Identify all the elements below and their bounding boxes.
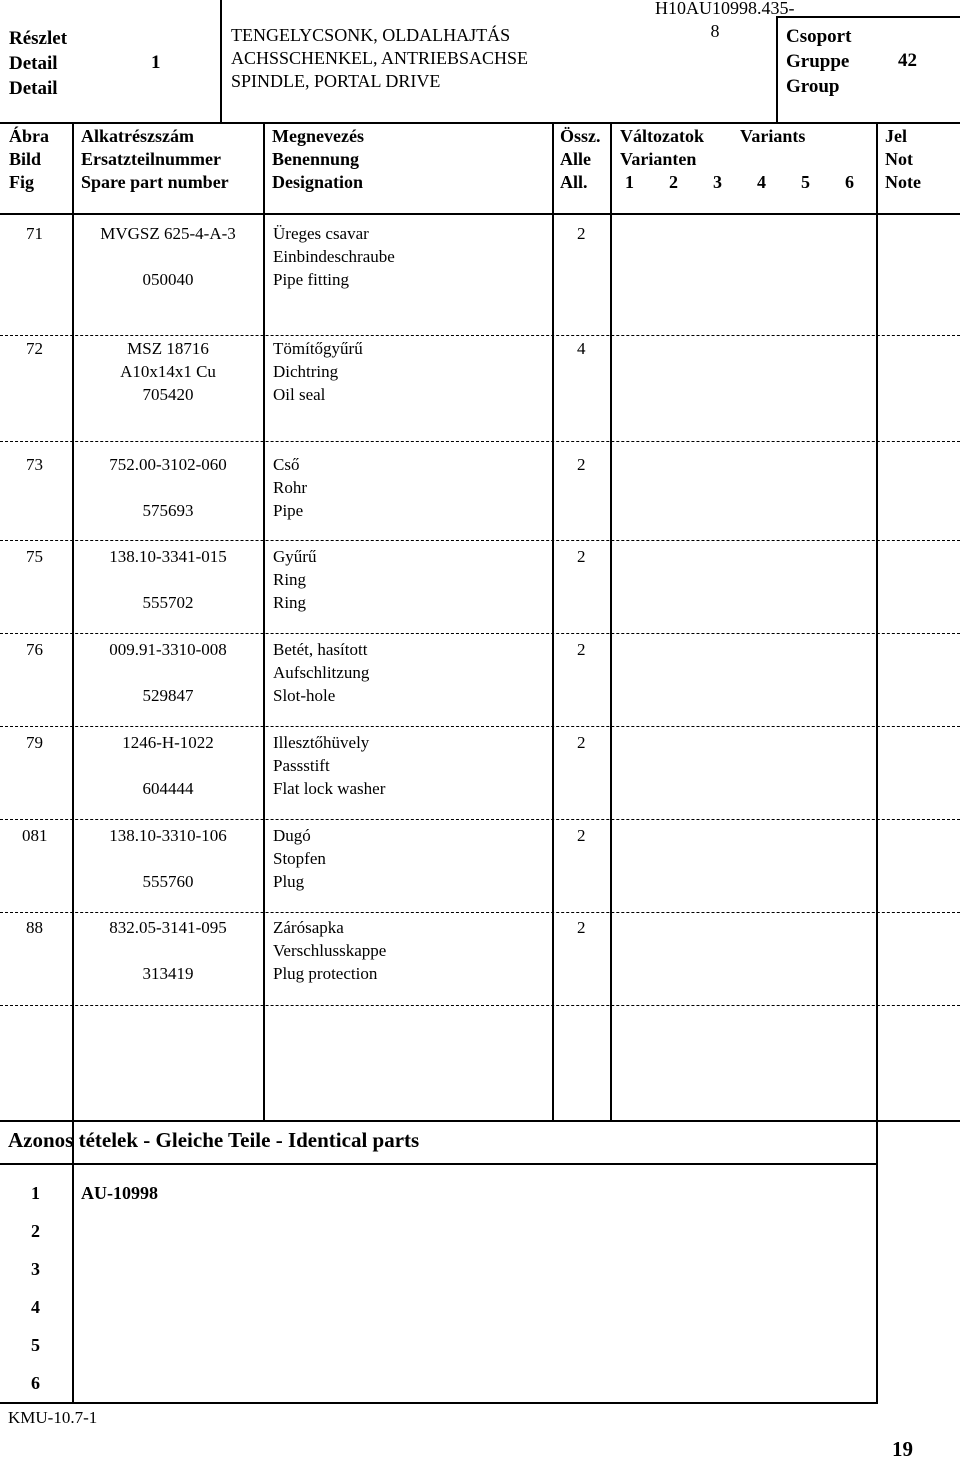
fig-number: 71: [26, 224, 43, 243]
row-separator: [0, 912, 960, 913]
list-item: 1 AU-10998: [31, 1183, 158, 1203]
table-row: [0, 337, 960, 407]
variant-number: 3: [713, 172, 722, 192]
page-title: TENGELYCSONK, OLDALHAJTÁS ACHSSCHENKEL, ANTRIEBSACHSE SPINDLE, PORTAL DRIVE: [231, 25, 529, 91]
group-number: 42: [898, 50, 917, 71]
variant-number: 2: [669, 172, 678, 192]
designation: Illesztőhüvely Passstift Flat lock washer: [273, 733, 386, 798]
detail-number: 1: [151, 52, 161, 73]
part-number-header: Alkatrészszám Ersatzteilnummer Spare part number: [81, 126, 229, 192]
quantity: 2: [577, 733, 586, 752]
fig-number: 76: [26, 640, 43, 659]
table-row: [0, 453, 960, 523]
variant-number: 6: [845, 172, 854, 192]
variants-header-en: Variants: [740, 126, 806, 146]
quantity: 4: [577, 339, 586, 358]
part-number: 009.91-3310-008 529847: [109, 640, 227, 705]
row-separator: [0, 441, 960, 442]
identical-title-bottom-line: [0, 1163, 876, 1165]
header-divider-2: [776, 16, 778, 124]
designation-header: Megnevezés Benennung Designation: [272, 126, 364, 192]
part-number: 138.10-3341-015 555702: [109, 547, 227, 612]
identical-section-bottom-line: [0, 1402, 876, 1404]
group-label: Csoport Gruppe Group: [786, 26, 852, 97]
quantity: 2: [577, 547, 586, 566]
fig-number: 081: [22, 826, 48, 845]
identical-list: [0, 1182, 876, 1410]
row-separator: [0, 633, 960, 634]
row-separator: [0, 726, 960, 727]
part-number: 1246-H-1022 604444: [122, 733, 214, 798]
document-code: H10AU10998.435-8: [655, 0, 795, 41]
variant-number: 4: [757, 172, 766, 192]
list-item: 6: [31, 1373, 40, 1393]
part-number: MSZ 18716 A10x14x1 Cu 705420: [120, 339, 216, 404]
quantity-header: Össz. Alle All.: [560, 126, 601, 192]
variants-header-de: Varianten: [620, 149, 697, 169]
designation: Zárósapka Verschlusskappe Plug protection: [273, 918, 387, 983]
fig-number: 72: [26, 339, 43, 358]
list-item: 5: [31, 1335, 40, 1355]
designation: Gyűrű Ring Ring: [273, 547, 317, 612]
quantity: 2: [577, 918, 586, 937]
fig-number: 88: [26, 918, 43, 937]
row-separator: [0, 819, 960, 820]
fig-header: Ábra Bild Fig: [9, 126, 49, 192]
quantity: 2: [577, 224, 586, 243]
variant-number: 1: [625, 172, 634, 192]
table-row: [0, 222, 960, 292]
designation: Cső Rohr Pipe: [273, 455, 307, 520]
row-separator: [0, 540, 960, 541]
identical-parts-title: Azonos tételek - Gleiche Teile - Identical parts: [8, 1128, 420, 1152]
part-number: MVGSZ 625-4-A-3 050040: [100, 224, 236, 289]
fig-number: 73: [26, 455, 43, 474]
quantity: 2: [577, 826, 586, 845]
page-number: 19: [892, 1437, 913, 1461]
part-number: 752.00-3102-060 575693: [109, 455, 227, 520]
header-group-top-line: [776, 16, 960, 18]
column-header-bottom-line: [0, 213, 960, 215]
table-row: [0, 916, 960, 986]
detail-label: Részlet Detail Detail: [9, 28, 68, 99]
quantity: 2: [577, 640, 586, 659]
table-row: [0, 824, 960, 894]
row-separator: [0, 1005, 960, 1006]
header-bottom-line: [0, 122, 960, 124]
part-number: 138.10-3310-106 555760: [109, 826, 227, 891]
note-header: Jel Not Note: [885, 126, 921, 192]
table-row: [0, 545, 960, 615]
designation: Tömítőgyűrű Dichtring Oil seal: [273, 339, 363, 404]
part-number: 832.05-3141-095 313419: [109, 918, 227, 983]
fig-number: 75: [26, 547, 43, 566]
table-row: [0, 638, 960, 708]
header-divider-1: [220, 0, 222, 124]
table-row: [0, 731, 960, 801]
row-separator: [0, 335, 960, 336]
quantity: 2: [577, 455, 586, 474]
designation: Dugó Stopfen Plug: [273, 826, 326, 891]
list-item: 2: [31, 1221, 40, 1241]
designation: Betét, hasított Aufschlitzung Slot-hole: [273, 640, 370, 705]
identical-section-top-line: [0, 1120, 960, 1122]
variants-header-hu: Változatok: [620, 126, 704, 146]
list-item: 4: [31, 1297, 40, 1317]
designation: Üreges csavar Einbindeschraube Pipe fitting: [273, 224, 395, 289]
variant-number: 5: [801, 172, 810, 192]
footer-code: KMU-10.7-1: [8, 1408, 98, 1427]
list-item: 3: [31, 1259, 40, 1279]
fig-number: 79: [26, 733, 43, 752]
